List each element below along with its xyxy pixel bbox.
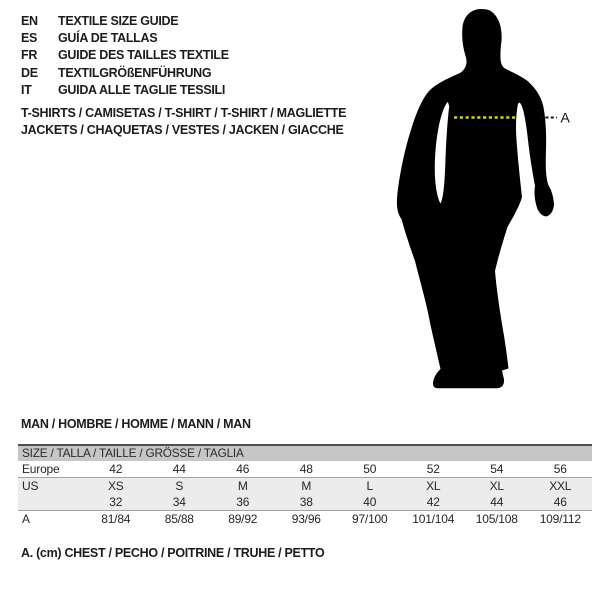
table-cell: 81/84 bbox=[101, 512, 131, 526]
row-label: A bbox=[22, 512, 30, 526]
language-row-it bbox=[21, 82, 229, 99]
table-cell: 101/104 bbox=[412, 512, 455, 526]
table-cell: 46 bbox=[553, 495, 567, 509]
language-title: GUIDA ALLE TAGLIE TESSILI bbox=[58, 82, 226, 97]
table-cell: 89/92 bbox=[228, 512, 258, 526]
table-cell: 50 bbox=[363, 462, 377, 476]
table-cell: M bbox=[301, 479, 312, 493]
measure-footnote: A. (cm) CHEST / PECHO / POITRINE / TRUHE / PETTO bbox=[21, 546, 325, 560]
size-table bbox=[18, 444, 592, 527]
table-cell: 93/96 bbox=[291, 512, 321, 526]
table-row-us bbox=[18, 477, 592, 494]
category-list bbox=[21, 105, 346, 140]
language-title: GUÍA DE TALLAS bbox=[58, 31, 158, 46]
table-cell: L bbox=[366, 479, 373, 493]
table-row-europe bbox=[18, 461, 592, 477]
table-cell: XL bbox=[426, 479, 441, 493]
table-cell: 32 bbox=[109, 495, 123, 509]
table-cell: 42 bbox=[426, 495, 440, 509]
row-label: Europe bbox=[22, 462, 60, 476]
table-cell: 85/88 bbox=[164, 512, 194, 526]
language-code: EN bbox=[21, 14, 38, 28]
language-row-es bbox=[21, 30, 229, 47]
man-silhouette bbox=[397, 9, 554, 388]
table-cell: XS bbox=[107, 479, 124, 493]
table-cell: 105/108 bbox=[475, 512, 518, 526]
table-row-alt-sizes bbox=[18, 494, 592, 510]
section-title-man: MAN / HOMBRE / HOMME / MANN / MAN bbox=[21, 417, 251, 431]
language-code: ES bbox=[21, 31, 38, 46]
man-silhouette-figure bbox=[393, 5, 580, 395]
language-code: DE bbox=[21, 65, 38, 80]
language-title: TEXTILGRÖßENFÜHRUNG bbox=[58, 65, 212, 80]
table-cell: 44 bbox=[172, 462, 186, 476]
table-cell: S bbox=[175, 479, 184, 493]
table-cell: 97/100 bbox=[351, 512, 388, 526]
table-cell: XL bbox=[489, 479, 504, 493]
language-row-fr bbox=[21, 47, 229, 64]
table-cell: 46 bbox=[236, 462, 250, 476]
table-row-chest-a bbox=[18, 510, 592, 527]
measure-label-a: A bbox=[560, 109, 570, 126]
language-code: IT bbox=[21, 82, 32, 97]
language-row-en bbox=[21, 13, 229, 30]
table-cell: 38 bbox=[299, 495, 313, 509]
language-code: FR bbox=[21, 48, 38, 63]
table-cell: 48 bbox=[299, 462, 313, 476]
table-cell: 42 bbox=[109, 462, 123, 476]
size-table-header-row bbox=[18, 446, 592, 461]
table-cell: 44 bbox=[490, 495, 504, 509]
table-cell: 109/112 bbox=[539, 512, 581, 526]
table-cell: XXL bbox=[549, 479, 572, 493]
table-cell: 36 bbox=[236, 495, 250, 509]
size-table-header-label: SIZE / TALLA / TAILLE / GRÖSSE / TAGLIA bbox=[22, 446, 244, 460]
table-cell: 40 bbox=[363, 495, 377, 509]
row-label: US bbox=[22, 479, 39, 493]
language-title: GUIDE DES TAILLES TEXTILE bbox=[58, 48, 229, 63]
language-title: TEXTILE SIZE GUIDE bbox=[58, 14, 179, 28]
table-cell: 54 bbox=[490, 462, 504, 476]
language-list bbox=[21, 13, 229, 99]
table-cell: 52 bbox=[426, 462, 440, 476]
language-row-de bbox=[21, 65, 229, 82]
table-cell: 34 bbox=[172, 495, 186, 509]
category-tshirts: T-SHIRTS / CAMISETAS / T-SHIRT / T-SHIRT / MAGLIETTE bbox=[21, 106, 347, 120]
row-label bbox=[18, 494, 84, 510]
table-cell: M bbox=[237, 479, 248, 493]
category-jackets: JACKETS / CHAQUETAS / VESTES / JACKEN / GIACCHE bbox=[21, 123, 344, 138]
table-cell: 56 bbox=[553, 462, 567, 476]
